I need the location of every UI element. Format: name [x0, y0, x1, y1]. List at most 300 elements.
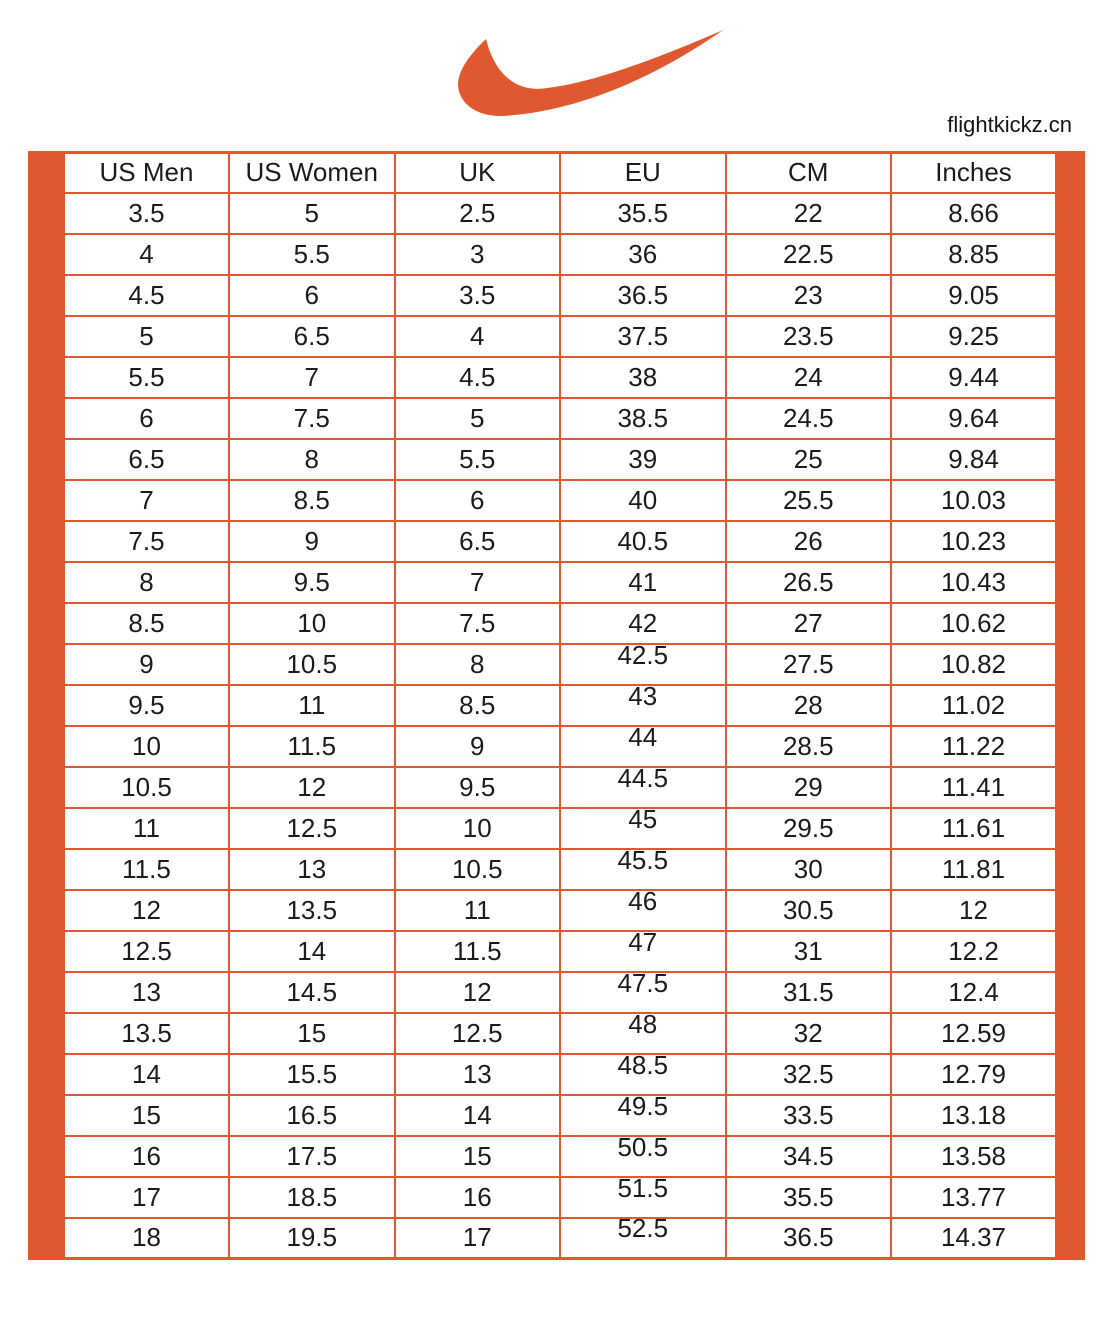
size-row	[64, 193, 1057, 234]
size-cell	[395, 1013, 561, 1054]
size-value: 16	[132, 1140, 161, 1171]
size-value: 47	[628, 930, 658, 957]
size-cell	[891, 1218, 1057, 1259]
size-cell	[560, 480, 726, 521]
size-cell	[229, 972, 395, 1013]
size-value: 5	[304, 197, 319, 228]
size-cell	[64, 1177, 230, 1218]
size-value: 11.5	[452, 935, 502, 966]
size-cell	[726, 1136, 892, 1177]
size-cell	[229, 1095, 395, 1136]
size-cell	[560, 398, 726, 439]
size-cell	[726, 931, 892, 972]
size-value: 38.5	[617, 402, 669, 433]
size-cell	[229, 521, 395, 562]
size-value: 17.5	[286, 1140, 338, 1171]
size-value: 47.5	[617, 971, 669, 998]
column-header-inches: Inches	[891, 153, 1057, 193]
size-cell	[395, 439, 561, 480]
size-value: 27.5	[782, 648, 834, 679]
size-cell	[891, 644, 1057, 685]
size-row	[64, 931, 1057, 972]
size-cell	[560, 193, 726, 234]
size-value: 7.5	[293, 402, 330, 433]
size-cell	[229, 439, 395, 480]
size-row	[64, 972, 1057, 1013]
size-cell	[891, 357, 1057, 398]
size-cell	[726, 357, 892, 398]
size-value: 8.66	[948, 197, 999, 228]
size-cell	[891, 275, 1057, 316]
size-value: 45.5	[617, 848, 669, 875]
size-value: 9.64	[948, 402, 999, 433]
size-cell	[560, 275, 726, 316]
size-value: 11	[298, 689, 326, 720]
size-cell	[560, 521, 726, 562]
size-cell	[64, 1218, 230, 1259]
size-cell	[560, 931, 726, 972]
size-cell	[395, 767, 561, 808]
size-value: 11.02	[941, 689, 1006, 720]
size-value: 35.5	[617, 197, 669, 228]
size-value: 46	[628, 889, 658, 916]
size-cell	[229, 726, 395, 767]
size-cell	[891, 1136, 1057, 1177]
size-value: 13.77	[940, 1181, 1007, 1212]
size-value: 6	[304, 279, 319, 310]
size-value: 22	[793, 197, 823, 228]
size-cell	[229, 480, 395, 521]
size-value: 28.5	[782, 730, 834, 761]
size-row	[64, 1218, 1057, 1259]
size-value: 41	[628, 566, 658, 597]
size-cell	[395, 480, 561, 521]
size-value: 11.81	[941, 853, 1006, 884]
size-row	[64, 562, 1057, 603]
size-cell	[64, 726, 230, 767]
size-value: 38	[628, 361, 658, 392]
size-cell	[64, 398, 230, 439]
size-cell	[891, 890, 1057, 931]
size-value: 10	[132, 730, 161, 761]
size-value: 48	[628, 1012, 658, 1039]
size-cell	[891, 808, 1057, 849]
size-row	[64, 1095, 1057, 1136]
size-value: 45	[628, 807, 658, 834]
size-value: 14	[132, 1058, 161, 1089]
size-cell	[64, 439, 230, 480]
size-value: 14.37	[940, 1222, 1007, 1253]
size-cell	[726, 972, 892, 1013]
size-cell	[229, 890, 395, 931]
size-value: 13	[132, 976, 161, 1007]
size-value: 10.23	[940, 525, 1007, 556]
size-cell	[395, 562, 561, 603]
size-cell	[64, 357, 230, 398]
size-value: 24	[793, 361, 823, 392]
size-cell	[560, 767, 726, 808]
size-value: 8.5	[128, 607, 165, 638]
size-cell	[891, 480, 1057, 521]
size-cell	[891, 521, 1057, 562]
size-cell	[64, 890, 230, 931]
size-cell	[395, 931, 561, 972]
size-value: 12.2	[948, 935, 999, 966]
size-cell	[395, 726, 561, 767]
size-value: 18	[132, 1222, 161, 1253]
size-value: 30.5	[782, 894, 834, 925]
header-row	[64, 153, 1057, 193]
size-value: 5.5	[459, 443, 496, 474]
size-row	[64, 316, 1057, 357]
size-cell	[395, 1177, 561, 1218]
column-header-cm: CM	[726, 153, 892, 193]
size-cell	[726, 726, 892, 767]
size-cell	[560, 1054, 726, 1095]
size-value: 11.5	[287, 730, 337, 761]
size-cell	[395, 1136, 561, 1177]
size-cell	[560, 1218, 726, 1259]
size-cell	[229, 603, 395, 644]
size-value: 8.5	[293, 484, 330, 515]
size-cell	[726, 1095, 892, 1136]
size-value: 12	[959, 894, 988, 925]
size-cell	[64, 767, 230, 808]
size-cell	[64, 972, 230, 1013]
size-cell	[891, 1054, 1057, 1095]
size-row	[64, 1136, 1057, 1177]
size-cell	[891, 316, 1057, 357]
size-cell	[891, 972, 1057, 1013]
size-row	[64, 1054, 1057, 1095]
size-conversion-table	[62, 151, 1058, 1260]
size-value: 17	[132, 1181, 161, 1212]
size-cell	[891, 439, 1057, 480]
size-value: 7	[304, 361, 319, 392]
size-value: 10.5	[451, 853, 503, 884]
size-table-frame	[28, 151, 1085, 1260]
size-cell	[229, 1136, 395, 1177]
size-cell	[726, 234, 892, 275]
size-value: 51.5	[617, 1176, 669, 1203]
size-value: 9.84	[948, 443, 999, 474]
size-row	[64, 234, 1057, 275]
size-cell	[64, 480, 230, 521]
size-value: 11.5	[122, 853, 171, 884]
size-cell	[726, 439, 892, 480]
size-cell	[726, 685, 892, 726]
size-value: 34.5	[782, 1140, 834, 1171]
size-value: 7	[139, 484, 154, 515]
size-row	[64, 685, 1057, 726]
size-value: 22.5	[782, 238, 834, 269]
size-value: 12	[132, 894, 161, 925]
size-cell	[560, 603, 726, 644]
size-cell	[64, 521, 230, 562]
size-value: 11.22	[941, 730, 1006, 761]
size-value: 30	[793, 853, 823, 884]
size-value: 9	[304, 525, 319, 556]
size-value: 5.5	[293, 238, 330, 269]
size-value: 11	[133, 812, 160, 843]
size-cell	[726, 890, 892, 931]
size-cell	[560, 562, 726, 603]
size-value: 9.5	[293, 566, 330, 597]
size-cell	[891, 726, 1057, 767]
size-cell	[395, 685, 561, 726]
size-cell	[229, 1218, 395, 1259]
size-cell	[229, 1013, 395, 1054]
size-value: 28	[793, 689, 823, 720]
size-cell	[64, 193, 230, 234]
size-cell	[395, 1218, 561, 1259]
size-cell	[560, 849, 726, 890]
size-cell	[64, 849, 230, 890]
size-row	[64, 1177, 1057, 1218]
size-value: 9.25	[948, 320, 999, 351]
size-value: 12.5	[121, 935, 172, 966]
size-cell	[229, 275, 395, 316]
size-value: 6.5	[293, 320, 330, 351]
size-cell	[726, 193, 892, 234]
size-cell	[395, 193, 561, 234]
size-cell	[395, 234, 561, 275]
size-cell	[229, 685, 395, 726]
size-cell	[726, 849, 892, 890]
size-value: 44	[628, 725, 658, 752]
size-cell	[891, 234, 1057, 275]
size-value: 32.5	[782, 1058, 834, 1089]
size-row	[64, 726, 1057, 767]
size-cell	[726, 644, 892, 685]
size-value: 37.5	[617, 320, 669, 351]
size-value: 10	[462, 812, 492, 843]
size-value: 36.5	[782, 1222, 834, 1253]
size-value: 13	[297, 853, 327, 884]
column-header-us-men: US Men	[64, 153, 230, 193]
column-header-uk: UK	[395, 153, 561, 193]
size-value: 12.4	[948, 976, 999, 1007]
size-cell	[229, 357, 395, 398]
size-value: 4.5	[128, 279, 165, 310]
size-value: 9	[139, 648, 154, 679]
size-cell	[64, 603, 230, 644]
size-cell	[560, 234, 726, 275]
size-value: 8	[304, 443, 319, 474]
size-value: 12.5	[286, 812, 338, 843]
size-value: 5	[470, 402, 485, 433]
size-cell	[560, 1095, 726, 1136]
size-value: 3.5	[128, 197, 165, 228]
column-header-us-women: US Women	[229, 153, 395, 193]
size-value: 23	[793, 279, 823, 310]
size-value: 15	[297, 1017, 327, 1048]
size-value: 15.5	[286, 1058, 338, 1089]
size-value: 10.43	[940, 566, 1007, 597]
size-row	[64, 275, 1057, 316]
size-value: 7.5	[459, 607, 496, 638]
size-cell	[64, 1013, 230, 1054]
size-cell	[229, 767, 395, 808]
size-value: 3.5	[459, 279, 496, 310]
size-cell	[726, 1177, 892, 1218]
size-row	[64, 808, 1057, 849]
size-value: 2.5	[459, 197, 496, 228]
size-cell	[64, 808, 230, 849]
size-cell	[560, 644, 726, 685]
size-cell	[726, 1013, 892, 1054]
size-cell	[726, 398, 892, 439]
size-value: 8.85	[948, 238, 999, 269]
size-value: 31	[793, 935, 823, 966]
size-value: 35.5	[782, 1181, 834, 1212]
size-row	[64, 603, 1057, 644]
size-cell	[64, 1136, 230, 1177]
column-header-eu: EU	[560, 153, 726, 193]
size-cell	[395, 398, 561, 439]
size-value: 16	[462, 1181, 492, 1212]
size-row	[64, 644, 1057, 685]
size-value: 9.5	[128, 689, 165, 720]
size-cell	[395, 357, 561, 398]
size-cell	[726, 521, 892, 562]
size-cell	[64, 1054, 230, 1095]
size-value: 42	[628, 607, 658, 638]
size-cell	[891, 931, 1057, 972]
size-cell	[64, 644, 230, 685]
size-value: 52.5	[617, 1217, 669, 1244]
size-value: 43	[628, 684, 658, 711]
size-value: 25.5	[782, 484, 834, 515]
size-cell	[891, 1013, 1057, 1054]
size-row	[64, 1013, 1057, 1054]
size-cell	[891, 398, 1057, 439]
size-cell	[229, 193, 395, 234]
size-value: 9.05	[948, 279, 999, 310]
size-cell	[726, 808, 892, 849]
size-value: 40	[628, 484, 658, 515]
size-cell	[726, 480, 892, 521]
size-value: 9	[470, 730, 485, 761]
size-cell	[726, 316, 892, 357]
size-value: 7	[470, 566, 485, 597]
size-cell	[229, 234, 395, 275]
nike-swoosh-icon	[455, 26, 725, 120]
size-cell	[560, 1013, 726, 1054]
size-value: 12	[462, 976, 492, 1007]
size-table-body	[64, 193, 1057, 1259]
size-value: 49.5	[617, 1094, 669, 1121]
size-value: 44.5	[617, 766, 669, 793]
size-row	[64, 439, 1057, 480]
size-value: 27	[793, 607, 823, 638]
size-cell	[891, 193, 1057, 234]
size-cell	[395, 1054, 561, 1095]
size-cell	[891, 767, 1057, 808]
size-cell	[229, 931, 395, 972]
size-value: 50.5	[617, 1135, 669, 1162]
size-cell	[229, 1054, 395, 1095]
size-cell	[560, 890, 726, 931]
size-value: 36.5	[617, 279, 669, 310]
size-cell	[560, 1177, 726, 1218]
size-value: 18.5	[286, 1181, 338, 1212]
size-value: 7.5	[128, 525, 165, 556]
size-value: 15	[462, 1140, 492, 1171]
size-value: 15	[132, 1099, 161, 1130]
size-cell	[560, 357, 726, 398]
size-value: 13	[462, 1058, 492, 1089]
size-value: 19.5	[286, 1222, 338, 1253]
size-cell	[64, 316, 230, 357]
size-value: 13.58	[940, 1140, 1007, 1171]
size-cell	[64, 931, 230, 972]
size-cell	[726, 1054, 892, 1095]
size-cell	[560, 972, 726, 1013]
size-cell	[229, 808, 395, 849]
size-value: 12.59	[940, 1017, 1007, 1048]
size-cell	[395, 972, 561, 1013]
size-value: 9.5	[459, 771, 496, 802]
size-value: 8	[139, 566, 154, 597]
size-value: 36	[628, 238, 658, 269]
size-row	[64, 480, 1057, 521]
size-value: 14	[462, 1099, 492, 1130]
size-value: 31.5	[782, 976, 834, 1007]
size-value: 12.5	[451, 1017, 503, 1048]
size-value: 4	[139, 238, 154, 269]
size-cell	[395, 521, 561, 562]
size-value: 10.5	[286, 648, 338, 679]
size-value: 14	[297, 935, 327, 966]
size-value: 9.44	[948, 361, 999, 392]
size-value: 13.5	[121, 1017, 172, 1048]
size-value: 11.61	[941, 812, 1006, 843]
size-cell	[891, 1095, 1057, 1136]
size-value: 29.5	[782, 812, 834, 843]
size-value: 13.18	[940, 1099, 1007, 1130]
size-cell	[726, 767, 892, 808]
size-cell	[395, 808, 561, 849]
size-value: 26.5	[782, 566, 834, 597]
size-cell	[560, 726, 726, 767]
size-cell	[726, 1218, 892, 1259]
size-cell	[229, 644, 395, 685]
size-row	[64, 890, 1057, 931]
size-row	[64, 357, 1057, 398]
size-cell	[64, 275, 230, 316]
size-value: 48.5	[617, 1053, 669, 1080]
size-value: 12	[297, 771, 327, 802]
size-cell	[560, 685, 726, 726]
size-value: 6	[139, 402, 154, 433]
size-row	[64, 767, 1057, 808]
size-value: 10.82	[940, 648, 1007, 679]
size-value: 39	[628, 443, 658, 474]
size-cell	[229, 562, 395, 603]
size-value: 11.41	[941, 771, 1006, 802]
size-value: 32	[793, 1017, 823, 1048]
size-cell	[891, 1177, 1057, 1218]
size-value: 10.62	[940, 607, 1007, 638]
size-cell	[560, 1136, 726, 1177]
size-cell	[726, 562, 892, 603]
size-value: 10.5	[121, 771, 172, 802]
size-value: 10.03	[940, 484, 1007, 515]
size-value: 29	[793, 771, 823, 802]
size-value: 6.5	[459, 525, 496, 556]
size-cell	[64, 234, 230, 275]
